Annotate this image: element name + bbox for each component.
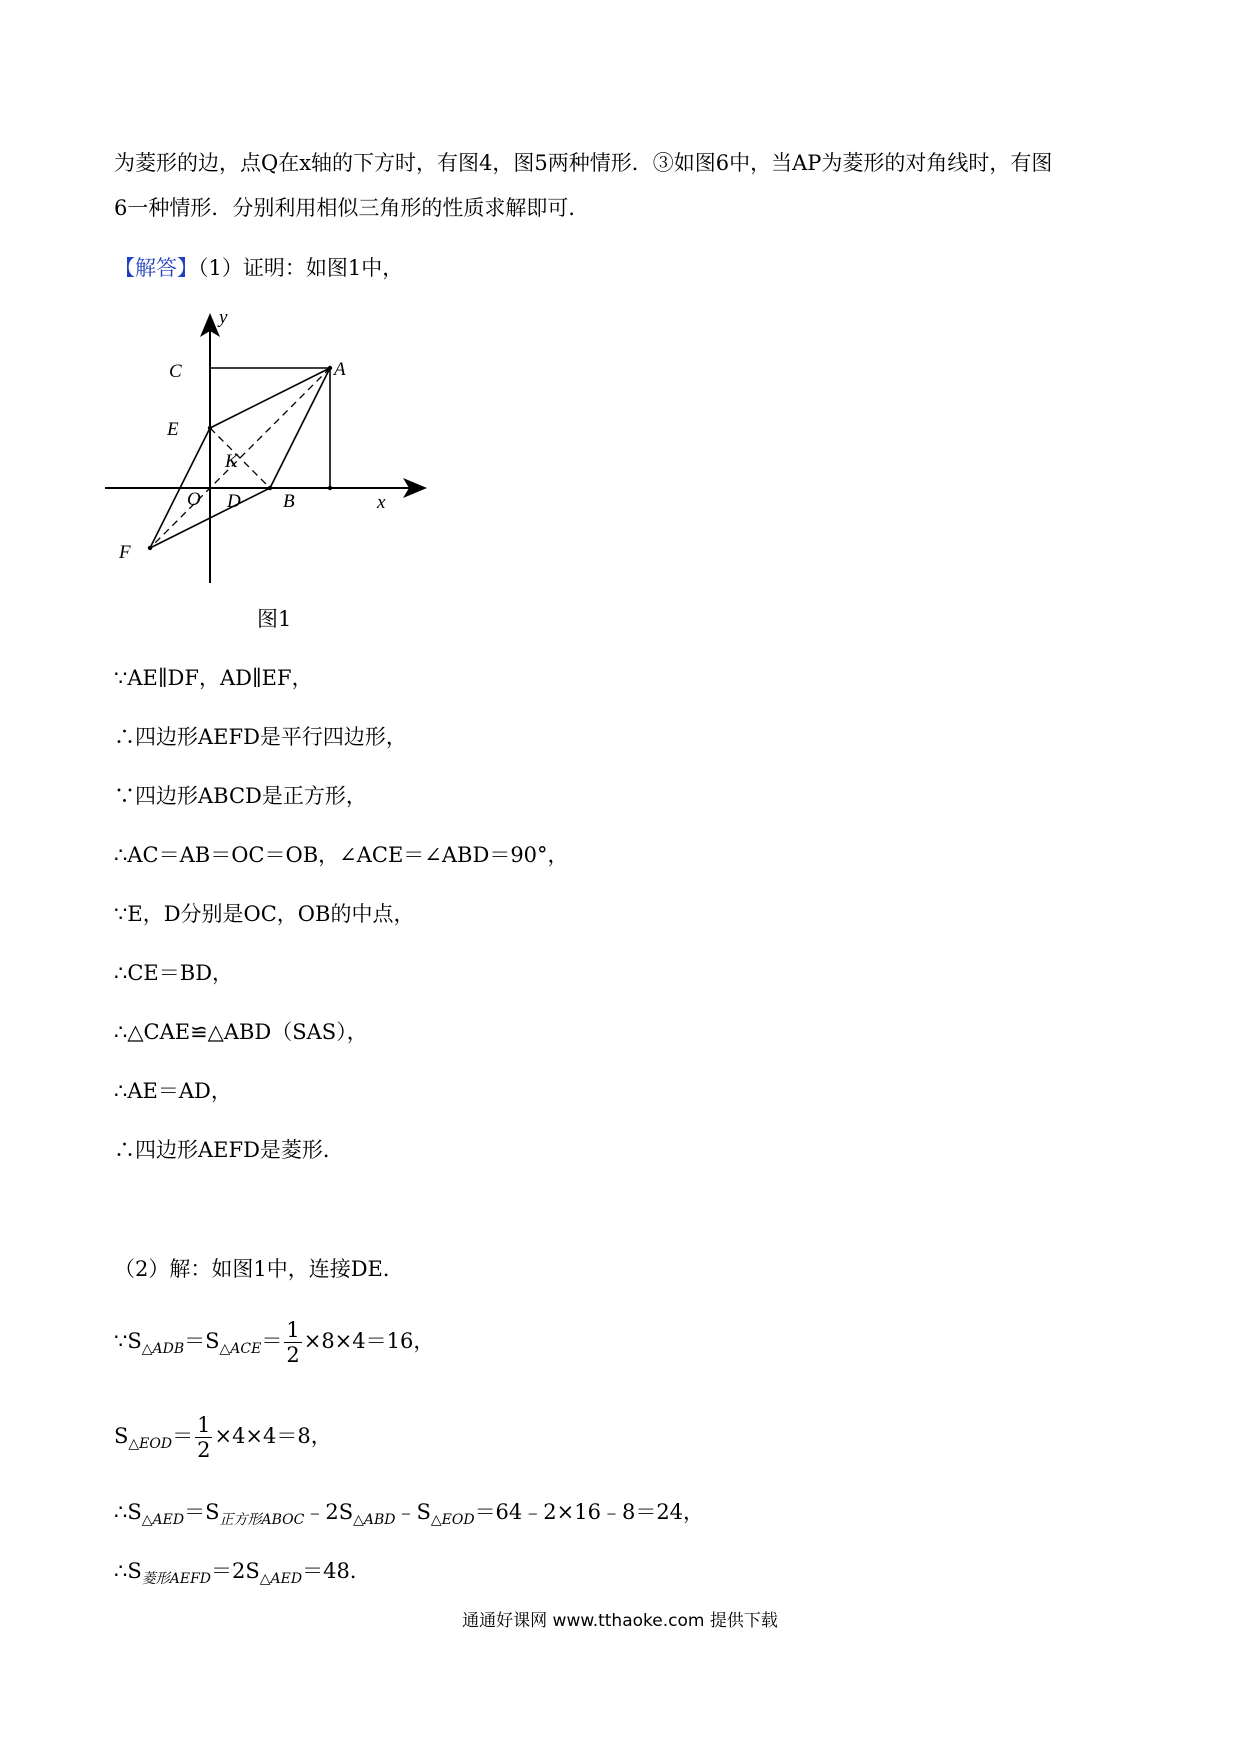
equation-3: $\therefore S_{\triangle AED}=S_{正方形ABOC}﹣2S_{\triangle ABD}﹣S_{\triangle EOD}=64﹣2\times 16﹣8=24$，	[114, 1500, 705, 1529]
part2-heading: （2）解：如图1中，连接DE．	[114, 1257, 404, 1281]
fraction-one-half: $\frac{1}{2}$	[286, 1318, 300, 1367]
edge-ae	[210, 368, 330, 428]
label-o: O	[187, 489, 201, 510]
label-a: A	[334, 359, 346, 380]
label-k: K	[225, 451, 238, 472]
proof-line: ∴四边形AEFD是菱形．	[114, 1138, 344, 1162]
proof-line: ∴AE＝AD，	[114, 1079, 232, 1103]
label-b: B	[283, 491, 295, 512]
proof-line: ∵E，D分别是OC，OB的中点，	[114, 902, 415, 926]
equation-1: $\because S_{\triangle ADB}=S_{\triangle ACE}=$ $\frac{1}{2}$ ×8×4＝16，	[114, 1318, 435, 1367]
label-d: D	[227, 491, 241, 512]
figure-caption: 图1	[257, 607, 292, 631]
equation-4: $\therefore S_{菱形AEFD}=2S_{\triangle AED}=48$．	[114, 1559, 371, 1588]
figure-1-diagram	[105, 305, 445, 645]
proof-line: ∴CE＝BD，	[114, 961, 234, 985]
intro-line-1: 为菱形的边，点Q在x轴的下方时，有图4，图5两种情形．③如图6中，当AP为菱形的对角线时，有图	[114, 151, 1053, 175]
label-y: y	[219, 307, 228, 328]
fraction-one-half: $\frac{1}{2}$	[197, 1413, 211, 1462]
answer-heading	[114, 253, 403, 283]
equation-2: $S_{\triangle EOD}=$ $\frac{1}{2}$ ×4×4＝8，	[114, 1413, 332, 1462]
proof-line: ∵四边形ABCD是正方形，	[114, 784, 367, 808]
proof-line: ∵AE∥DF，AD∥EF，	[114, 666, 313, 690]
label-e: E	[167, 419, 179, 440]
proof-line: ∴AC＝AB＝OC＝OB，∠ACE＝∠ABD＝90°，	[114, 843, 569, 867]
proof-line: ∴△CAE≌△ABD（SAS），	[114, 1020, 368, 1044]
page-footer: 通通好课网 www.tthaoke.com 提供下载	[462, 1611, 778, 1631]
edge-da	[270, 368, 330, 488]
label-f: F	[119, 542, 131, 563]
answer-bracket-label: 【解答】	[114, 256, 198, 280]
label-c: C	[169, 361, 182, 382]
proof-line: ∴四边形AEFD是平行四边形，	[114, 725, 407, 749]
part1-heading: （1）证明：如图1中，	[198, 256, 404, 280]
intro-line-2: 6一种情形．分别利用相似三角形的性质求解即可．	[114, 196, 590, 220]
label-x: x	[377, 492, 386, 513]
